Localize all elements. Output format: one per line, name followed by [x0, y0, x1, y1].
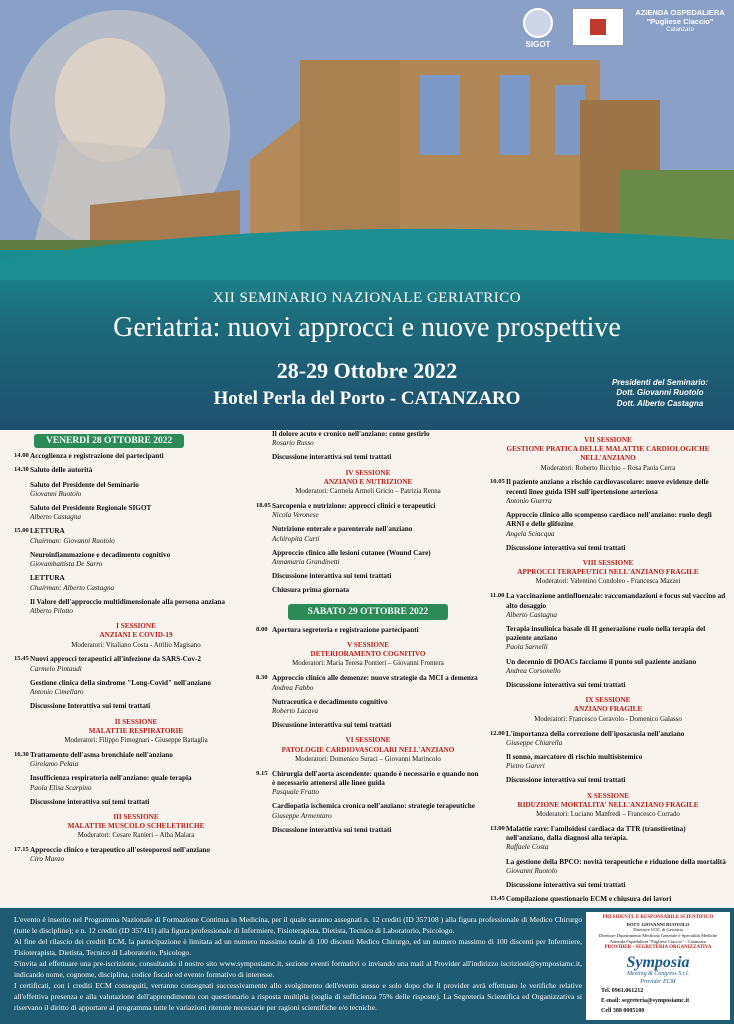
item-title: Terapia insulinica basale di II generazione ruolo nella terapia del paziente anziano	[506, 624, 706, 643]
item-title: Approccio clinico allo scompenso cardiaco nell'anziano: ruolo degli ARNI e delle glifozine	[506, 511, 712, 529]
item-title: Discussione interattiva sui temi trattati	[272, 453, 392, 462]
item-time	[490, 881, 506, 890]
session-subject: ANZIANO E NUTRIZIONE	[323, 477, 413, 486]
session-number: IV SESSIONE	[345, 468, 391, 477]
item-body	[272, 802, 480, 820]
item-body	[506, 825, 726, 853]
item-body	[30, 598, 258, 616]
chairman-name: Alberto Castagna	[63, 583, 115, 592]
session-subject: ANZIANI E COVID-19	[99, 631, 173, 640]
item-time: 13.00	[490, 824, 505, 832]
item-body	[30, 751, 258, 769]
item-title: Cardiopatia ischemica cronica nell'anziano: strategie terapeutiche	[272, 802, 475, 811]
item-body	[506, 592, 726, 620]
hospital-logo: AZIENDA OSPEDALIERA "Pugliese Ciaccio" Catanzaro	[635, 8, 725, 33]
item-speaker: Annamaria Grandinetti	[272, 558, 340, 567]
program-item	[14, 774, 258, 792]
item-title: Malattie rare: l'amiloidosi cardiaca da TTR (transtiretina) nell'anziano, dalla diagnosi alla terapia.	[506, 824, 686, 843]
item-body	[30, 846, 258, 864]
item-body	[272, 430, 480, 448]
program-item	[490, 753, 726, 771]
chairman-label: Chairman:	[30, 536, 62, 545]
item-time: 12.00	[490, 729, 505, 737]
session-title	[256, 469, 480, 487]
program-item	[490, 730, 726, 748]
session-moderators: Moderatori: Carmela Armeli Gricio – Patrizia Renna	[295, 488, 441, 496]
item-time	[256, 721, 272, 730]
item-speaker: Girolamo Pelaia	[30, 760, 79, 769]
item-title: Discussione interattiva sui temi trattati	[506, 776, 626, 785]
item-speaker: Rosario Russo	[272, 439, 314, 448]
item-body	[506, 658, 726, 676]
item-title: LETTURA	[30, 527, 65, 536]
item-title: Approccio clinico alle lesioni cutanee (Wound Care)	[272, 548, 431, 557]
session-header	[256, 641, 480, 669]
session-moderators: Moderatori: Domenico Suraci – Giovanni Marincolo	[295, 755, 441, 763]
program-item	[14, 574, 258, 592]
item-time	[256, 586, 272, 595]
item-title: Discussione Interattiva sui temi trattati	[30, 702, 151, 711]
session-header	[490, 436, 726, 473]
day-1-label: VENERDÌ 28 OTTOBRE 2022	[34, 434, 184, 448]
event-venue: Hotel Perla del Porto - CATANZARO	[213, 388, 521, 409]
program-item	[490, 592, 726, 620]
item-speaker: Antonio Cimellaro	[30, 688, 84, 697]
item-speaker: Giuseppe Chiarella	[506, 738, 563, 747]
program-item	[14, 598, 258, 616]
item-title: Chiusura prima giornata	[272, 586, 350, 595]
item-chairman	[30, 584, 258, 593]
program	[0, 430, 734, 908]
session-subject: DETERIORAMENTO COGNITIVO	[310, 650, 426, 659]
item-speaker: Pasquale Fratto	[272, 788, 319, 797]
program-item	[490, 681, 726, 690]
session-header	[14, 622, 258, 650]
session-number: V SESSIONE	[346, 641, 390, 650]
item-title: La gestione della BPCO: novità terapeutiche e riduzione della mortalità	[506, 857, 726, 866]
item-title: Compilazione questionario ECM e chiusura dei lavori	[506, 895, 672, 904]
item-time	[14, 481, 30, 499]
sigot-logo: SIGOT	[514, 8, 562, 49]
session-moderators: Moderatori: Filippo Fimognari - Giuseppe Battaglia	[64, 737, 208, 745]
item-body	[506, 625, 726, 653]
session-header	[14, 718, 258, 746]
item-time: 15.00	[14, 527, 29, 535]
item-time	[14, 774, 30, 792]
program-column-1	[14, 430, 258, 870]
item-body	[272, 572, 480, 581]
item-title: Discussione interattiva sui temi trattati	[506, 681, 626, 690]
item-time	[256, 698, 272, 716]
footer	[0, 908, 734, 1024]
program-item	[256, 586, 480, 595]
program-item	[14, 702, 258, 711]
item-title: Trattamento dell'asma bronchiale nell'anziano	[30, 750, 173, 759]
item-title: Nuovi approcci terapeutici all'infezione da SARS-Cov-2	[30, 655, 201, 664]
item-speaker: Alberto Pilotto	[30, 607, 73, 615]
item-title: Accoglienza e registrazione dei partecipanti	[30, 452, 164, 461]
item-title: Il paziente anziano a rischio cardiovascolare: nuove evidenze delle recenti linee guida ISH sull'ipertensione arteriosa	[506, 478, 709, 496]
item-time	[490, 658, 506, 676]
item-title: Discussione interattiva sui temi trattati	[272, 721, 392, 730]
logo-row	[514, 8, 726, 49]
item-title: Il sonno, marcatore di rischio multisistemico	[506, 752, 643, 761]
item-time	[490, 753, 506, 771]
band-curve	[0, 220, 734, 280]
program-item	[14, 679, 258, 697]
session-number: IX SESSIONE	[585, 696, 631, 705]
session-subject: MALATTIE RESPIRATORIE	[88, 726, 184, 735]
program-item	[490, 478, 726, 506]
program-item	[14, 655, 258, 673]
item-time: 14.00	[14, 452, 29, 460]
session-number: III SESSIONE	[113, 812, 159, 821]
item-body	[30, 466, 258, 475]
item-title: Saluto del Presidente del Seminario	[30, 480, 139, 489]
item-time	[256, 826, 272, 835]
item-time	[14, 679, 30, 697]
item-body	[30, 679, 258, 697]
program-item	[256, 572, 480, 581]
session-number: II SESSIONE	[114, 717, 158, 726]
item-time: 14.30	[14, 466, 29, 474]
program-item	[14, 481, 258, 499]
item-title: Il dolore acuto e cronico nell'anziano: come gestirlo	[272, 430, 430, 438]
session-number: VII SESSIONE	[584, 436, 632, 444]
item-body	[506, 478, 726, 506]
item-speaker: Giovambattista De Sarro	[30, 560, 103, 569]
item-title: Discussione interattiva sui temi trattati	[506, 880, 626, 889]
item-speaker: Pietro Gareri	[506, 762, 545, 771]
region-logo	[572, 8, 624, 46]
presidents-block: Presidenti del Seminario: Dott. Giovanni Ruotolo Dott. Alberto Castagna	[611, 378, 708, 408]
item-time	[490, 858, 506, 876]
item-body	[506, 511, 726, 539]
contacts-box: PRESIDENTE E RESPONSABILE SCIENTIFICO DOTT. GIOVANNI RUOTOLO Direttore UOC di Geriatria Direttore Dipartimento Medicina Generale e Specialità Mediche Azienda Ospedaliera "Pugliese Ciaccio" - Catanzaro PROVIDER - SEGRETERIA ORGANIZZATIVA Symposia Meeting & Congress S.r.l. Provider ECM Tel. 0961.061212 E-mail: segreteria@symposiamc.it Cell 388 0085100	[586, 912, 730, 1020]
program-item	[490, 658, 726, 676]
program-item	[14, 466, 258, 475]
program-item	[256, 674, 480, 692]
item-body	[506, 544, 726, 553]
item-speaker: Antonio Guerra	[506, 496, 552, 505]
ecm-info: L'evento è inserito nel Programma Nazionale di Formazione Continua in Medicina, per il quale saranno assegnati n. 12 crediti (ID 357108 ) alla figura professionale di Medico Chirurgo (tutte le discipline); e n. 12 crediti (ID 357411) alla figura professionale di Infermiere, Fisioterapista, Dietista, Tecnico di Laboratorio, Psicologo. Al fine del rilascio dei crediti ECM, la partecipazione è limitata ad un numero massimo totale di 100 discenti Medico Chirurgo, ed un numero massimo di 100 discenti per Infermiere, Fisioterapista, Dietista, Tecnico di Laboratorio, Psicologo. S'invita ad effettuare una pre-iscrizione, consultando il nostro sito www.symposiamc.it, sezione eventi formativi o inviando una mail al Provider all'indirizzo iscrizioni@symposiamc.it, indicando nome, cognome, disciplina, codice fiscale ed evento formativo di interesse. I certificati, con i crediti ECM conseguiti, verranno consegnati successivamente allo svolgimento dell'evento stesso e solo dopo che il provider avrà effettuato le verifiche relative all'effettiva presenza e alla valutazione dell'apprendimento con questionario a risposta multipla (soglia di sufficienza 75% delle risposte). La Segreteria Scientifica ed Organizzativa si riservano il diritto di apportare al programma tutte le variazioni ritenute necessarie per ragioni scientifiche e/o tecniche.	[14, 915, 582, 1012]
item-time	[256, 802, 272, 820]
item-body	[30, 481, 258, 499]
item-title: Discussione interattiva sui temi trattati	[272, 572, 392, 581]
item-time	[256, 549, 272, 567]
session-title	[490, 436, 726, 464]
session-title	[256, 641, 480, 659]
item-body	[30, 702, 258, 711]
item-time: 16.30	[14, 750, 29, 758]
item-body	[272, 770, 480, 798]
item-body	[30, 798, 258, 807]
program-item	[14, 527, 258, 545]
item-body	[272, 721, 480, 730]
item-title: Un decennio di DOACs facciamo il punto sul paziente anziano	[506, 657, 697, 666]
item-body	[30, 655, 258, 673]
session-header	[490, 559, 726, 587]
item-title: Apertura segreteria e registrazione partecipanti	[272, 625, 419, 634]
item-time	[490, 776, 506, 785]
session-title	[256, 736, 480, 754]
program-item	[256, 826, 480, 835]
item-time: 8.30	[256, 674, 268, 682]
session-title	[14, 813, 258, 831]
session-number: VI SESSIONE	[345, 736, 391, 745]
item-time	[14, 574, 30, 592]
program-item	[256, 453, 480, 462]
item-time: 18.05	[256, 501, 271, 509]
item-body	[30, 551, 258, 569]
edition-title: XII SEMINARIO NAZIONALE GERIATRICO	[212, 290, 522, 306]
program-item	[14, 751, 258, 769]
item-body	[272, 586, 480, 595]
item-body	[272, 549, 480, 567]
session-moderators: Moderatori: Vitaliano Costa - Attilio Magisano	[71, 641, 201, 649]
session-subject: APPROCCI TERAPEUTICI NELL'ANZIANO FRAGILE	[517, 568, 699, 577]
event-dates: 28-29 Ottobre 2022	[276, 358, 458, 383]
item-body	[30, 774, 258, 792]
session-moderators: Moderatori: Roberto Ricchio – Rosa Paola Cerra	[540, 464, 676, 472]
item-time	[14, 702, 30, 711]
program-item	[14, 452, 258, 461]
item-time	[256, 430, 272, 448]
item-speaker: Andrea Fabbo	[272, 683, 314, 692]
item-title: Sarcopenia e nutrizione: approcci clinici e terapeutici	[272, 501, 436, 510]
item-speaker: Giovanni Ruotolo	[506, 866, 558, 875]
session-subject: RIDUZIONE MORTALITA' NELL'ANZIANO FRAGILE	[517, 800, 699, 809]
program-item	[256, 626, 480, 635]
item-speaker: Giovanni Ruotolo	[30, 489, 82, 498]
item-body	[272, 698, 480, 716]
item-speaker: Ciro Manzo	[30, 855, 65, 864]
item-time	[256, 572, 272, 581]
session-number: X SESSIONE	[586, 791, 630, 800]
item-time	[14, 798, 30, 807]
program-item	[490, 776, 726, 785]
item-body	[506, 895, 726, 904]
session-moderators: Moderatori: Maria Teresa Pontieri – Giovanni Frontera	[292, 660, 444, 668]
item-title: Discussione interattiva sui temi trattati	[30, 797, 150, 806]
item-body	[506, 776, 726, 785]
program-item	[14, 551, 258, 569]
item-speaker: Andrea Corsonello	[506, 666, 561, 675]
item-time: 9.15	[256, 769, 268, 777]
session-title	[490, 696, 726, 714]
program-item	[256, 721, 480, 730]
program-item	[256, 770, 480, 798]
item-title: LETTURA	[30, 574, 65, 583]
email-link[interactable]: E-mail: segreteria@symposiamc.it	[601, 998, 690, 1005]
item-time	[490, 681, 506, 690]
page-title: Geriatria: nuovi approcci e nuove prospettive	[113, 312, 621, 343]
item-title: Discussione interattiva sui temi trattati	[506, 543, 626, 552]
session-moderators: Moderatori: Francesco Ceravolo - Domenico Galasso	[534, 715, 682, 723]
item-title: Insufficienza respiratoria nell'anziano: quale terapia	[30, 774, 192, 783]
item-speaker: Alberto Castagna	[30, 513, 81, 522]
session-subject: ANZIANO FRAGILE	[573, 705, 643, 714]
program-column-2	[256, 430, 480, 840]
session-subject: MALATTIE MUSCOLO SCHELETRICHE	[67, 822, 205, 831]
item-body	[506, 730, 726, 748]
item-chairman	[30, 537, 258, 546]
program-item	[14, 798, 258, 807]
item-body	[272, 502, 480, 520]
session-moderators: Moderatori: Luciano Manfredi – Francesco Corrado	[536, 811, 680, 819]
program-item	[256, 525, 480, 543]
session-subject: GESTIONE PRATICA DELLE MALATTIE CARDIOLOGICHE NELL'ANZIANO	[506, 445, 710, 463]
program-item	[490, 895, 726, 904]
chairman-label: Chairman:	[30, 583, 62, 592]
item-title: Nutrizione enterale e parenterale nell'anziano	[272, 525, 413, 534]
program-item	[490, 625, 726, 653]
chairman-name: Giovanni Ruotolo	[63, 536, 115, 545]
item-time	[14, 504, 30, 522]
item-title: Neuroinfiammazione e decadimento cognitivo	[30, 550, 171, 559]
session-number: VIII SESSIONE	[582, 559, 634, 568]
item-speaker: Raffaele Costa	[506, 843, 549, 852]
item-time	[14, 551, 30, 569]
item-title: Nutraceutica e decadimento cognitivo	[272, 697, 388, 706]
item-body	[506, 681, 726, 690]
program-item	[256, 549, 480, 567]
item-body	[30, 527, 258, 545]
item-speaker: Paola Elisa Scarpino	[30, 783, 92, 792]
program-item	[490, 511, 726, 539]
item-speaker: Nicola Veronese	[272, 511, 319, 520]
item-body	[506, 858, 726, 876]
item-body	[506, 753, 726, 771]
program-item	[490, 858, 726, 876]
item-speaker: Angela Sciacqua	[506, 529, 555, 538]
item-body	[30, 452, 258, 461]
program-item	[14, 846, 258, 864]
item-title: Gestione clinica della sindrome "Long-Covid" nell'anziano	[30, 678, 211, 687]
item-time	[14, 598, 30, 616]
item-body	[272, 525, 480, 543]
item-time	[490, 544, 506, 553]
program-item	[14, 504, 258, 522]
session-number: I SESSIONE	[116, 622, 156, 631]
item-title: Saluto del Presidente Regionale SIGOT	[30, 504, 152, 513]
symposia-logo: Symposia	[626, 953, 690, 971]
program-item	[256, 802, 480, 820]
item-time: 11.00	[490, 592, 505, 600]
item-body	[272, 826, 480, 835]
item-title: Saluto delle autorità	[30, 466, 93, 475]
item-body	[272, 626, 480, 635]
session-title	[490, 792, 726, 810]
session-header	[14, 813, 258, 841]
program-item	[256, 502, 480, 520]
program-item	[490, 881, 726, 890]
item-speaker: Achiropita Curti	[272, 534, 320, 543]
session-header	[490, 696, 726, 724]
item-speaker: Paola Sarnelli	[506, 643, 548, 652]
item-title: La vaccinazione antinfluenzale: raccomandazioni e focus sul vaccino ad alto dosaggio	[506, 592, 726, 610]
program-item	[256, 698, 480, 716]
item-title: Discussione interattiva sui temi trattati	[272, 825, 392, 834]
session-header	[256, 469, 480, 497]
program-column-3	[490, 430, 726, 909]
item-speaker: Carmelo Pintaudi	[30, 664, 82, 673]
item-body	[30, 504, 258, 522]
item-speaker: Giuseppe Armentaro	[272, 811, 332, 820]
item-time	[490, 511, 506, 539]
item-time: 13.45	[490, 895, 505, 903]
item-time	[256, 453, 272, 462]
item-body	[272, 674, 480, 692]
item-speaker: Roberto Lacava	[272, 706, 319, 715]
item-body	[30, 574, 258, 592]
session-title	[14, 718, 258, 736]
session-subject: PATOLOGIE CARDIOVASCOLARI NELL'ANZIANO	[281, 745, 455, 754]
item-time	[490, 625, 506, 653]
session-title	[14, 622, 258, 640]
item-body	[272, 453, 480, 462]
item-title: Approccio clinico e terapeutico all'osteoporosi nell'anziano	[30, 846, 211, 855]
program-item	[490, 825, 726, 853]
program-item	[490, 544, 726, 553]
item-title: L'importanza della correzione dell'iposacusia nell'anziano	[506, 729, 685, 738]
item-title: Chirurgia dell'aorta ascendente: quando è necessario e quando non è necessario attenersi alle linee guida	[272, 769, 479, 787]
item-time: 8.00	[256, 625, 268, 633]
program-item	[256, 430, 480, 448]
item-title: Approccio clinico alle demenze: nuove strategie da MCI a demenza	[272, 674, 478, 683]
session-moderators: Moderatori: Valentino Condoleo - Francesca Mazzei	[535, 578, 681, 586]
day-2-label: SABATO 29 OTTOBRE 2022	[288, 604, 448, 620]
session-header	[490, 792, 726, 820]
item-body	[506, 881, 726, 890]
item-time: 17.15	[14, 846, 29, 854]
item-time	[256, 525, 272, 543]
session-moderators: Moderatori: Cesare Ranieri – Alba Malara	[77, 832, 195, 840]
session-title	[490, 559, 726, 577]
session-header	[256, 736, 480, 764]
item-title: Il Valore dell'approccio multidimensionale alla persona anziana	[30, 597, 226, 606]
item-speaker: Alberto Castagna	[506, 610, 557, 619]
item-time: 15.45	[14, 655, 29, 663]
item-time: 10.05	[490, 478, 505, 486]
